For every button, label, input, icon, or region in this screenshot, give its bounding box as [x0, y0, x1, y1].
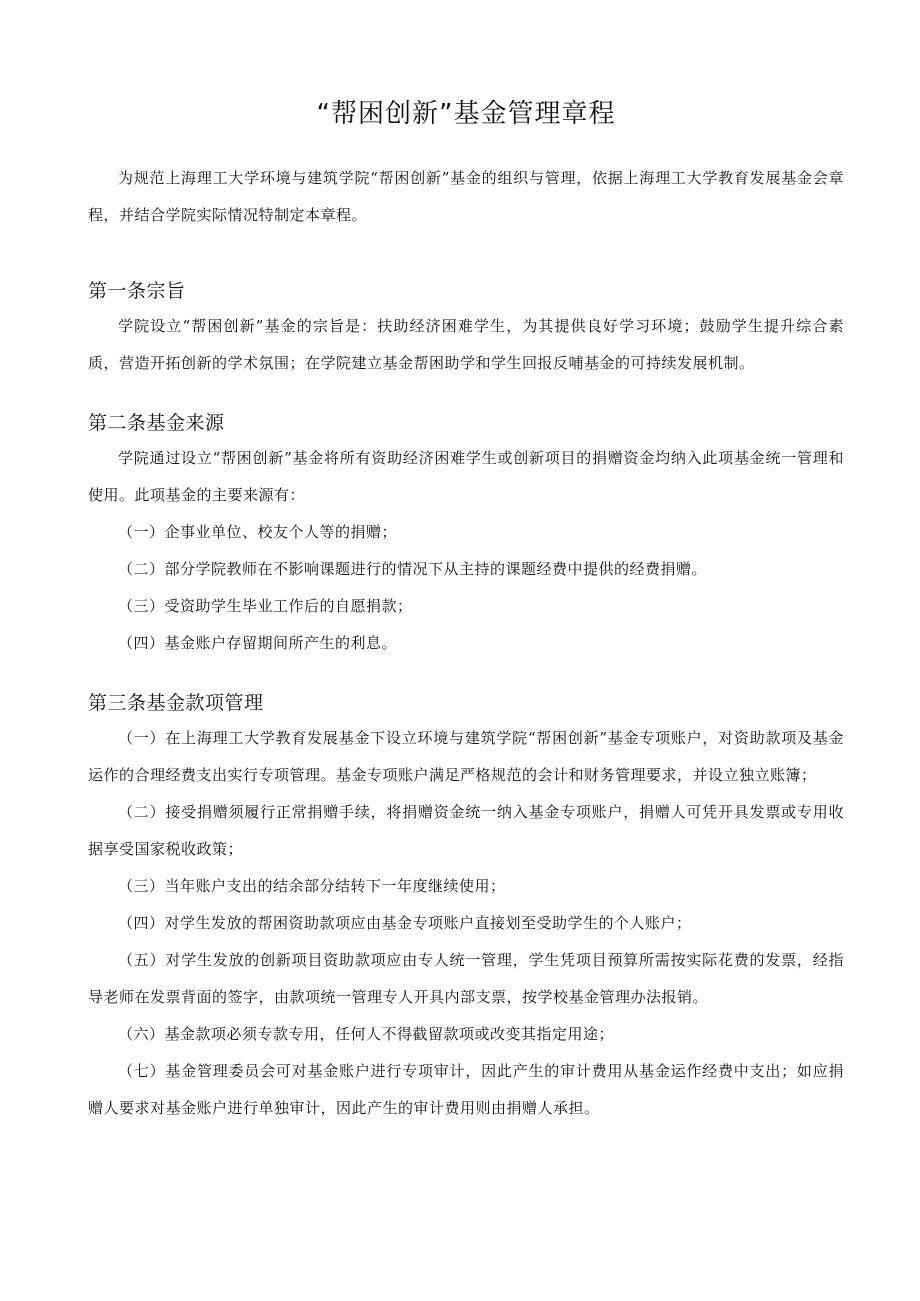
- fund-sources-paragraph: 学院通过设立“帮困创新”基金将所有资助经济困难学生或创新项目的捐赠资金均纳入此项基金统一管理和使用。此项基金的主要来源有：: [88, 449, 844, 504]
- section-heading-fund-management: 第三条基金款项管理: [88, 692, 264, 714]
- list-item: （五）对学生发放的创新项目资助款项应由专人统一管理，学生凭项目预算所需按实际花费的发票，经指导老师在发票背面的签字，由款项统一管理专人开具内部支票，按学校基金管理办法报销。: [88, 951, 844, 1006]
- section-body-purpose: [88, 308, 844, 382]
- list-item: （一）在上海理工大学教育发展基金下设立环境与建筑学院“帮困创新”基金专项账户，对资助款项及基金运作的合理经费支出实行专项管理。基金专项账户满足严格规范的会计和财务管理要求，并设立独立账簿；: [88, 729, 844, 784]
- list-item: （三）当年账户支出的结余部分结转下一年度继续使用；: [118, 877, 506, 895]
- list-item: （四）基金账户存留期间所产生的利息。: [118, 634, 398, 652]
- section-body-fund-sources: [88, 440, 844, 662]
- section-heading-purpose: 第一条宗旨: [88, 280, 186, 302]
- list-item: （六）基金款项必须专款专用，任何人不得截留款项或改变其指定用途；: [118, 1025, 615, 1043]
- list-item: （七）基金管理委员会可对基金账户进行专项审计，因此产生的审计费用从基金运作经费中支出；如应捐赠人要求对基金账户进行单独审计，因此产生的审计费用则由捐赠人承担。: [88, 1062, 844, 1117]
- list-item: （二）接受捐赠须履行正常捐赠手续，将捐赠资金统一纳入基金专项账户，捐赠人可凭开具发票或专用收据享受国家税收政策；: [88, 803, 844, 858]
- purpose-paragraph: 学院设立“帮困创新”基金的宗旨是：扶助经济困难学生，为其提供良好学习环境；鼓励学生提升综合素质，营造开拓创新的学术氛围；在学院建立基金帮困助学和学生回报反哺基金的可持续发展机制。: [88, 317, 844, 372]
- intro-paragraph: 为规范上海理工大学环境与建筑学院“帮困创新”基金的组织与管理，依据上海理工大学教育发展基金会章程，并结合学院实际情况特制定本章程。: [88, 169, 844, 224]
- list-item: （四）对学生发放的帮困资助款项应由基金专项账户直接划至受助学生的个人账户；: [118, 914, 692, 932]
- list-item: （一）企事业单位、校友个人等的捐赠；: [118, 523, 398, 541]
- list-item: （二）部分学院教师在不影响课题进行的情况下从主持的课题经费中提供的经费捐赠。: [118, 560, 708, 578]
- list-item: （三）受资助学生毕业工作后的自愿捐款；: [118, 597, 413, 615]
- section-body-fund-management: [88, 720, 844, 1127]
- document-title: “帮困创新”基金管理章程: [316, 99, 616, 129]
- section-heading-fund-sources: 第二条基金来源: [88, 412, 225, 434]
